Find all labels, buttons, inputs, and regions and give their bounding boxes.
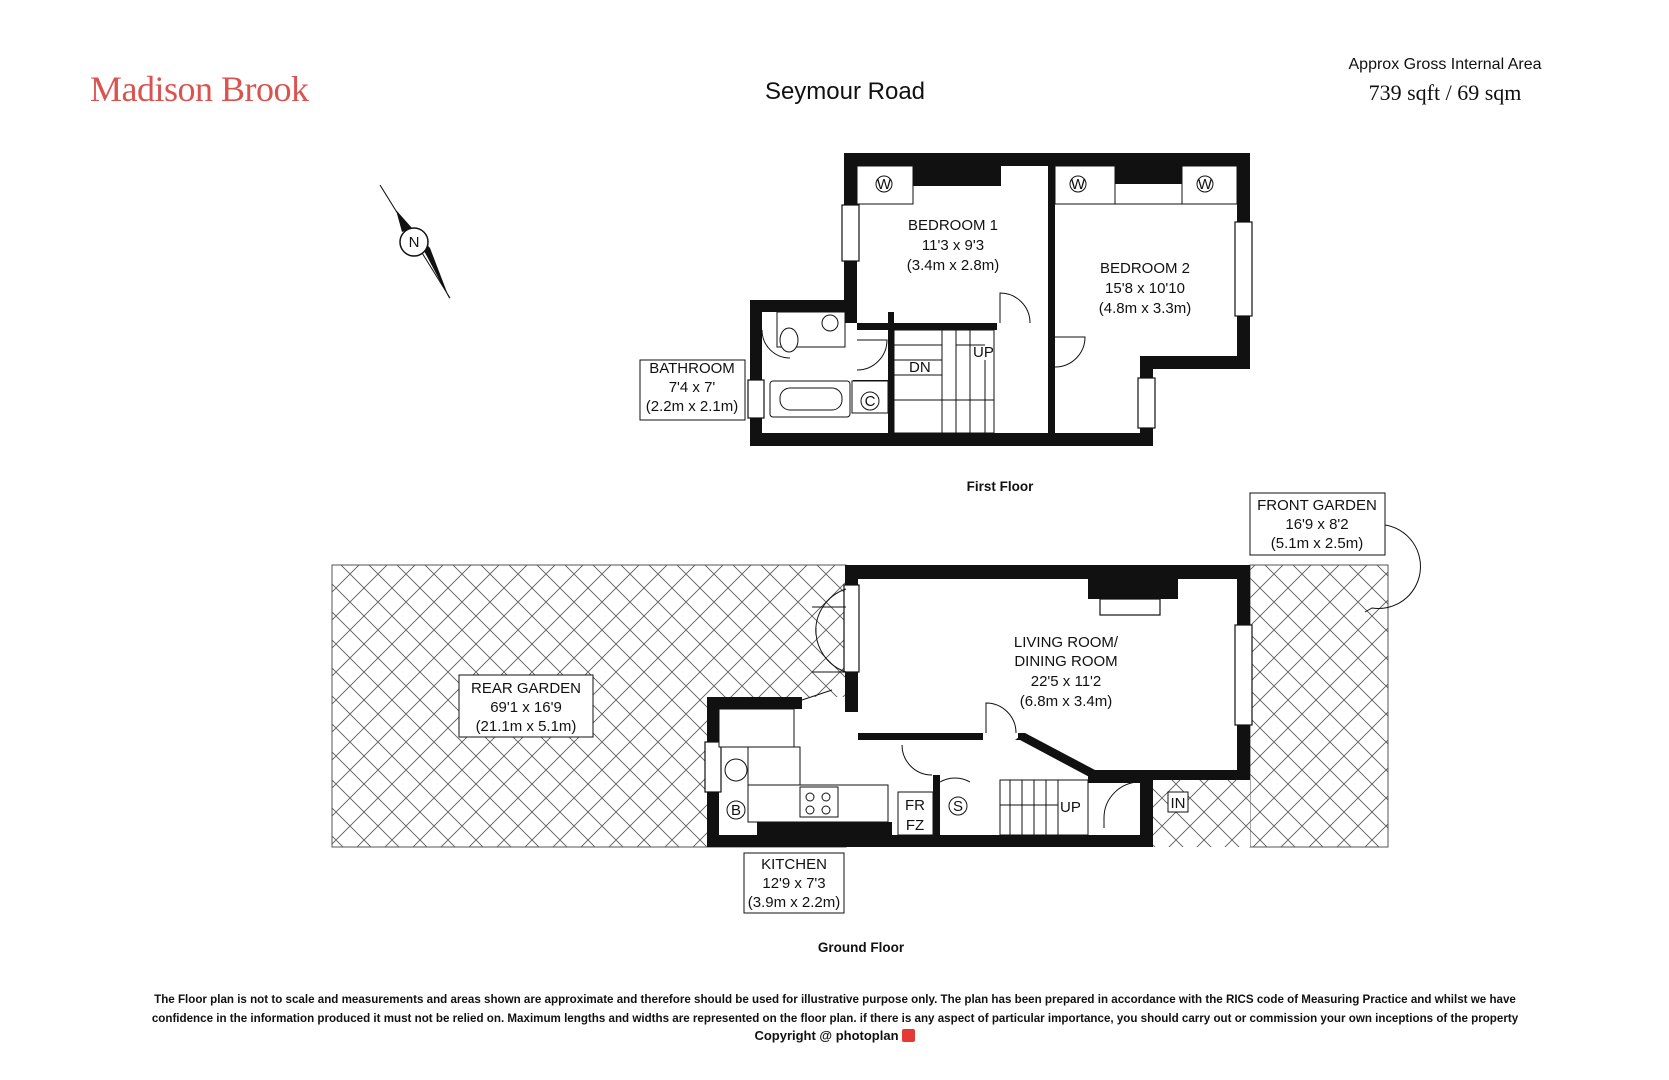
front-garden-area bbox=[1250, 565, 1388, 847]
copyright bbox=[0, 1028, 1669, 1043]
front-garden-name: FRONT GARDEN bbox=[1257, 497, 1377, 514]
bedroom1-imperial: 11'3 x 9'3 bbox=[921, 237, 985, 254]
living-metric: (6.8m x 3.4m) bbox=[1019, 693, 1113, 710]
disclaimer-line-2: confidence in the information produced it must not be relied on. Maximum lengths and widths are represented on the floor plan. if there is any aspect of particular importance, you should carry out or commission your own inceptions of the property bbox=[151, 1011, 1519, 1025]
bedroom2-imperial: 15'8 x 10'10 bbox=[1105, 280, 1185, 297]
bedroom1-metric: (3.4m x 2.8m) bbox=[906, 257, 1000, 274]
bedroom2-name: BEDROOM 2 bbox=[1099, 260, 1191, 277]
first-floor-plan bbox=[640, 153, 1252, 494]
front-garden-imperial: 16'9 x 8'2 bbox=[1285, 516, 1349, 533]
bathroom-name: BATHROOM bbox=[649, 360, 735, 377]
fridge-label: FR bbox=[905, 797, 925, 814]
living-imperial: 22'5 x 11'2 bbox=[1030, 673, 1102, 690]
cupboard-symbol: C bbox=[864, 393, 876, 410]
bathroom-imperial: 7'4 x 7' bbox=[668, 379, 716, 396]
rear-garden-imperial: 69'1 x 16'9 bbox=[490, 699, 562, 716]
wardrobe-symbol: W bbox=[876, 176, 892, 193]
bedroom1-name: BEDROOM 1 bbox=[907, 217, 999, 234]
area-label: Approx Gross Internal Area bbox=[1348, 56, 1542, 73]
brand-logo: Madison Brook bbox=[90, 69, 309, 109]
ground-floor-plan bbox=[332, 493, 1420, 955]
living-name-2: DINING ROOM bbox=[1014, 653, 1118, 670]
front-garden-metric: (5.1m x 2.5m) bbox=[1270, 535, 1364, 552]
rear-garden-metric: (21.1m x 5.1m) bbox=[475, 718, 577, 735]
entrance-label: IN bbox=[1170, 795, 1186, 812]
living-name-1: LIVING ROOM/ bbox=[1013, 634, 1119, 651]
copyright-text: Copyright @ photoplan bbox=[754, 1028, 899, 1043]
stairs-down-label: DN bbox=[909, 359, 931, 376]
wardrobe-symbol: W bbox=[1197, 176, 1213, 193]
bathroom-metric: (2.2m x 2.1m) bbox=[645, 398, 739, 415]
first-floor-label: First Floor bbox=[966, 479, 1034, 494]
disclaimer bbox=[80, 991, 1590, 1028]
kitchen-name: KITCHEN bbox=[761, 856, 827, 873]
area-value: 739 sqft / 69 sqm bbox=[1368, 80, 1522, 105]
disclaimer-line-1: The Floor plan is not to scale and measurements and areas shown are approximate and therefore should be used for illustrative purpose only. The plan has been prepared in accordance with the RICS code of Measuring Practice and whilst we have bbox=[154, 993, 1516, 1006]
bedroom2-metric: (4.8m x 3.3m) bbox=[1098, 300, 1192, 317]
boiler-symbol: B bbox=[730, 802, 742, 819]
compass-icon bbox=[380, 185, 450, 300]
ground-floor-label: Ground Floor bbox=[817, 940, 905, 955]
photoplan-logo-icon bbox=[902, 1029, 915, 1042]
rear-garden-name: REAR GARDEN bbox=[470, 680, 582, 697]
kitchen-imperial: 12'9 x 7'3 bbox=[762, 875, 826, 892]
storage-symbol: S bbox=[952, 798, 964, 815]
kitchen-metric: (3.9m x 2.2m) bbox=[747, 894, 841, 911]
freezer-label: FZ bbox=[905, 817, 925, 834]
plan-title: Seymour Road bbox=[764, 78, 926, 105]
wardrobe-symbol: W bbox=[1070, 176, 1086, 193]
stairs-up-label: UP bbox=[973, 344, 994, 361]
ground-stairs-up-label: UP bbox=[1060, 799, 1081, 816]
compass-letter: N bbox=[408, 234, 420, 251]
